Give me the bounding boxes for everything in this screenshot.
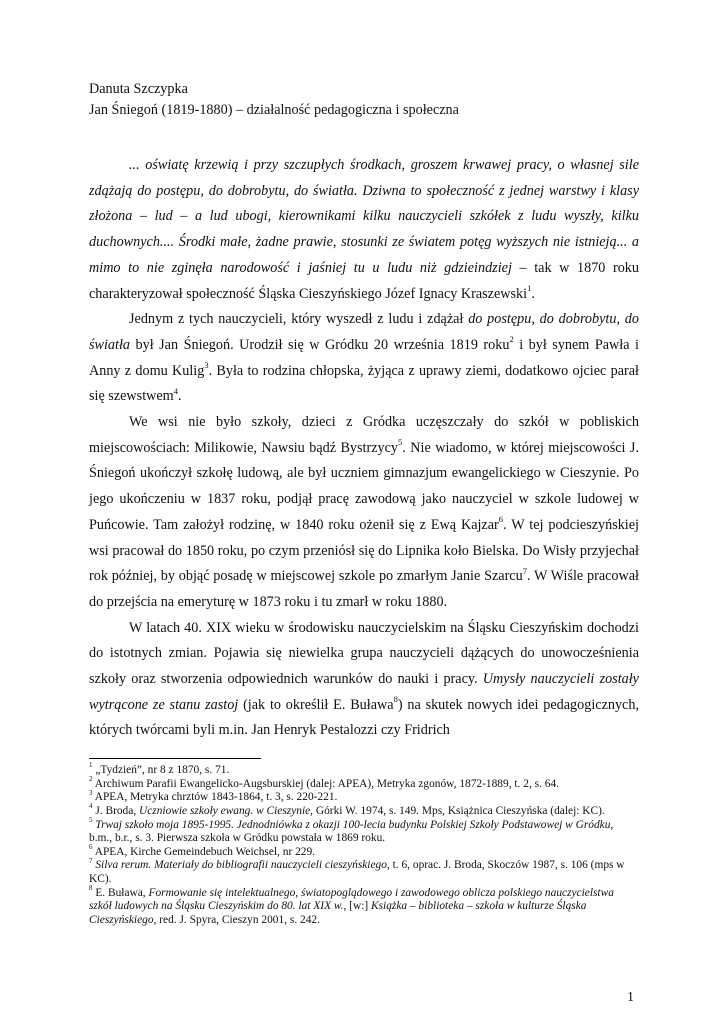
- paragraph-4: W latach 40. XIX wieku w środowisku nauczycielskim na Śląsku Cieszyńskim dochodzi do istotnych zmian. Pojawia się niewielka grupa nauczycieli dążących do unowocześnienia szkoły oraz stworzenia odpowiednich warunków do nauki i pracy. Umysły nauczycieli zostały wytrącone ze stanu zastoj (jak to określił E. Buława$^8$) na skutek nowych idei pedagogicznych, których twórcami byli m.in. Jan Henryk Pestalozzi czy Fridrich: [89, 619, 639, 739]
- page-number: 1: [627, 990, 634, 1005]
- paragraph-1: ... oświatę krzewią i przy szczupłych środkach, groszem krwawej pracy, o własnej sile zdążają do postępu, do dobrobytu, do światła. Dziwna to społeczność z jednej warstwy i klasy złożona – lud – a lud ubogi, kierownikami kilku nauczycieli szkółek z ludu wyszły, kilku duchownych.... Środki małe, żadne prawie, stosunki ze światem potęg wyższych nie istnieją... a mimo to nie zginęła narodowość i jaśniej tu u ludu niż gdzieindziej – tak w 1870 roku charakteryzował społeczność Śląska Cieszyńskiego Józef Ignacy Kraszewski$^1$.: [89, 157, 639, 302]
- footnote-ref-7: 7: [522, 565, 527, 576]
- footnote-6: $^6$ APEA, Kirche Gemeindebuch Weichsel, nr 229.: [89, 842, 316, 858]
- footnote-7: $^7$ Silva rerum. Materiały do bibliografii nauczycieli cieszyńskiego, t. 6, oprac. J. Broda, Skoczów 1987, s. 106 (mps w KC).: [89, 856, 625, 885]
- document-page: [89, 79, 639, 927]
- footnote-ref-3: 3: [204, 359, 209, 370]
- footnote-ref-1: 1: [527, 282, 532, 293]
- footnote-3: $^3$ APEA, Metryka chrztów 1843-1864, t. 3, s. 220-221.: [89, 788, 338, 804]
- footnote-ref-6: 6: [498, 514, 504, 525]
- article-title: Jan Śniegoń (1819-1880) – działalność pedagogiczna i społeczna: [89, 102, 459, 118]
- footnote-ref-5: 5: [398, 437, 403, 447]
- footnotes: [89, 761, 639, 927]
- author-name: Danuta Szczypka: [89, 81, 188, 97]
- footnote-2: $^2$ Archiwum Parafii Ewangelicko-Augsburskiej (dalej: APEA), Metryka zgonów, 1872-1889, t. 2, s. 64.: [89, 774, 560, 790]
- paragraph-3: We wsi nie było szkoły, dzieci z Gródka uczęszczały do szkół w pobliskich miejscowościach: Milikowie, Nawsiu bądź Bystrzycy$^5$. Nie wiadomo, w której miejscowości J. Śniegoń ukończył szkołę ludową, ale był uczniem gimnazjum ewangelickiego w Cieszynie. Po jego ukończeniu w 1837 roku, podjął pracę zawodową jako nauczyciel w szkole ludowej w Puńcowie. Tam założył rodzinę, w 1840 roku ożenił się z Ewą Kajzar$^6$. W tej podcieszyńskiej wsi pracował do 1850 roku, po czym przeniósł się do Lipnika koło Bielska. Do Wisły przyjechał rok później, by objąć posadę w miejscowej szkole po zmarłym Janie Szarcu$^7$. W Wiśle pracował do przejścia na emeryturę w 1873 roku i tu zmarł w roku 1880.: [89, 414, 640, 610]
- footnote-ref-4: 4: [173, 385, 178, 396]
- footnote-ref-8: 8: [393, 694, 398, 705]
- footnote-separator: [89, 758, 261, 759]
- article-body: [89, 153, 639, 744]
- paragraph-2: Jednym z tych nauczycieli, który wyszedł z ludu i zdążał do postępu, do dobrobytu, do światła był Jan Śniegoń. Urodził się w Gródku 20 września 1819 roku$^2$ i był synem Pawła i Anny z domu Kulig$^3$. Była to rodzina chłopska, żyjąca z uprawy ziemi, dodatkowo ojciec parał się szewstwem$^4$.: [89, 311, 639, 405]
- footnote-1: $^1$ „Tydzień”, nr 8 z 1870, s. 71.: [89, 761, 230, 777]
- footnote-8: $^8$ E. Buława, Formowanie się intelektualnego, światopoglądowego i zawodowego oblicza polskiego nauczycielstwa szkół ludowych na Śląsku Cieszyńskim do 80. lat XIX w., [w:] Książka – biblioteka – szkoła w kulturze Śląska Cieszyńskiego, red. J. Spyra, Cieszyn 2001, s. 242.: [89, 883, 614, 926]
- footnote-5: $^5$ Trwaj szkoło moja 1895-1995. Jednodniówka z okazji 100-lecia budynku Polskiej Szkoły Podstawowej w Gródku, b.m., b.r., s. 3. Pierwsza szkoła w Gródku powstała w 1869 roku.: [89, 815, 614, 845]
- kraszewski-quote: ... oświatę krzewią i przy szczupłych środkach, groszem krwawej pracy, o własnej sile zdążają do postępu, do dobrobytu, do światła. Dziwna to społeczność z jednej warstwy i klasy złożona – lud – a lud ubogi, kierownikami kilku nauczycieli szkółek z ludu wyszły, kilku duchownych.... Środki małe, żadne prawie, stosunki ze światem potęg wyższych nie istnieją... a mimo to nie zginęła narodowość i jaśniej tu u ludu niż gdzieindziej: [89, 157, 639, 276]
- footnote-ref-2: 2: [509, 334, 514, 345]
- footnote-4: $^4$ J. Broda, Uczniowie szkoły ewang. w Cieszynie, Górki W. 1974, s. 149. Mps, Książnica Cieszyńska (dalej: KC).: [89, 802, 605, 817]
